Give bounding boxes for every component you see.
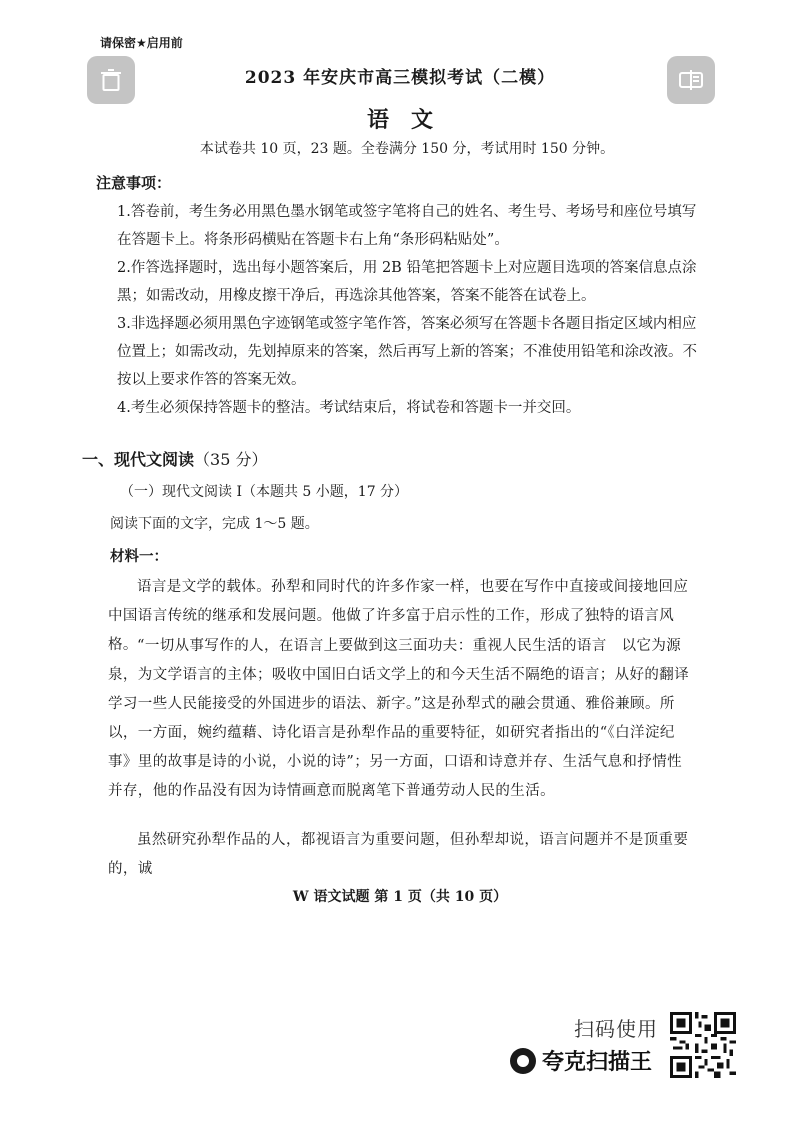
paragraph-3: 虽然研究孙犁作品的人，都视语言为重要问题，但孙犁却说，语言问题并不是顶重要的，诚: [108, 832, 689, 877]
subject-title: 语文: [366, 107, 455, 133]
notice-num: 3.: [117, 316, 131, 332]
page-footer: W 语文试题 第 1 页（共 10 页）: [292, 889, 508, 905]
notice-text: 作答选择题时，选出每小题答案后，用 2B 铅笔把答题卡上对应题目选项的答案信息点涂黑；如需改动，用橡皮擦干净后，再选涂其他答案，答案不能答在试卷上。: [117, 260, 697, 304]
notice-item-4: [117, 394, 707, 422]
qr-code-icon[interactable]: [670, 1012, 736, 1078]
notice-item-2: [117, 254, 707, 310]
section-title-text: 一、现代文阅读: [82, 450, 195, 469]
notice-item-3: [117, 310, 707, 394]
notice-text: 答卷前，考生务必用黑色墨水钢笔或签字笔将自己的姓名、考生号、考场号和座位号填写在答题卡上。将条形码横贴在答题卡右上角“条形码粘贴处”。: [117, 204, 697, 248]
brand-watermark[interactable]: [510, 1045, 652, 1076]
notice-list: [117, 198, 707, 422]
paragraph-1: 语言是文学的载体。孙犁和同时代的许多作家一样，也要在写作中直接或间接地回应中国语言传统的继承和发展问题。他做了许多富于启示性的工作，形成了独特的语言风格。: [108, 579, 689, 653]
paragraph-2: “一切从事写作的人，在语言上要做到这三面功夫：重视人民生活的语言 以它为源泉，为文学语言的主体；吸收中国旧白话文学上的和今天生活不隔绝的语言；从好的翻译学习一些人民能接受的外国进步的语法、新字。”这是孙犁式的融会贯通、雅俗兼顾。所以，一方面，婉约蕴藉、诗化语言是孙犁作品的重要特征，如研究者指出的“《白洋淀纪事》里的故事是诗的小说，小说的诗”；另一方面，口语和诗意并存、生活气息和抒情性并存，他的作品没有因为诗情画意而脱离笔下普通劳动人民的生活。: [108, 638, 690, 799]
notice-text: 非选择题必须用黑色字迹钢笔或签字笔作答，答案必须写在答题卡各题目指定区域内相应位置上；如需改动，先划掉原来的答案，然后再写上新的答案；不准使用铅笔和涂改液。不按以上要求作答的答案无效。: [117, 316, 697, 388]
confidential-label: 请保密★启用前: [100, 36, 183, 50]
subsection-title: （一）现代文阅读 I（本题共 5 小题，17 分）: [120, 484, 409, 500]
notice-title: 注意事项：: [96, 174, 172, 192]
scan-prompt: 扫码使用: [574, 1017, 658, 1041]
notice-text: 考生必须保持答题卡的整洁。考试结束后，将试卷和答题卡一并交回。: [130, 400, 581, 416]
brand-logo-icon: [510, 1048, 536, 1074]
brand-name: 夸克扫描王: [542, 1050, 653, 1075]
material-label: 材料一：: [110, 548, 168, 565]
section-title: [82, 447, 267, 470]
notice-num: 1.: [117, 204, 131, 220]
exam-title: 2023 年安庆市高三模拟考试（二模）: [244, 68, 556, 88]
reading-instruction: 阅读下面的文字，完成 1～5 题。: [110, 516, 319, 532]
exam-intro: 本试卷共 10 页，23 题。全卷满分 150 分，考试用时 150 分钟。: [199, 141, 615, 157]
notice-item-1: [117, 198, 707, 254]
notice-num: 4.: [117, 400, 131, 416]
notice-num: 2.: [117, 260, 131, 276]
section-points: （35 分）: [194, 450, 268, 469]
